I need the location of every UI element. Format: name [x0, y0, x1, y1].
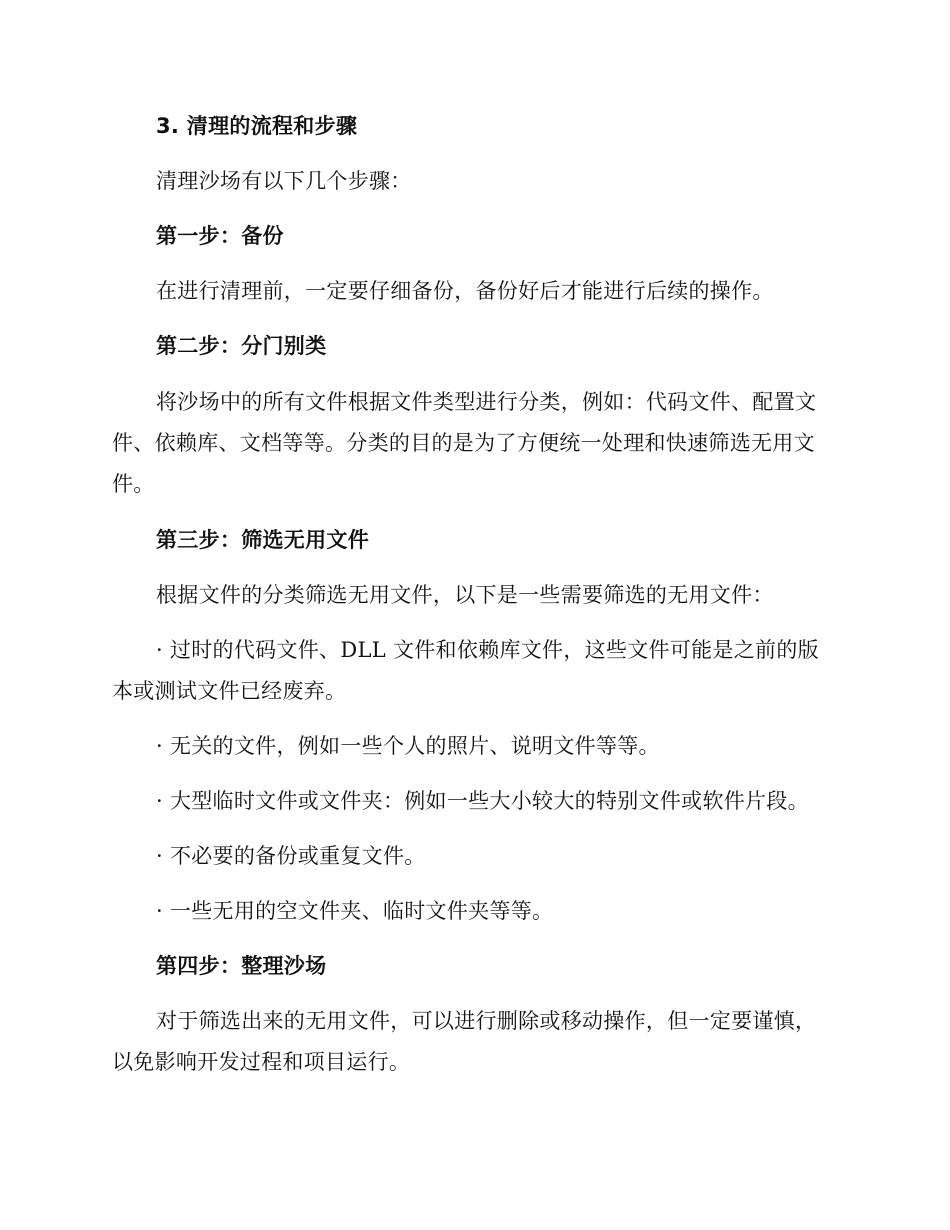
- step-2-title: 第二步：分门别类: [156, 334, 327, 358]
- step-2-paragraph: 将沙场中的所有文件根据文件类型进行分类，例如：代码文件、配置文件、依赖库、文档等等。分类的目的是为了方便统一处理和快速筛选无用文件。: [112, 390, 817, 496]
- section-title: 3. 清理的流程和步骤: [156, 114, 358, 138]
- step-3-title: 第三步：筛选无用文件: [156, 528, 369, 552]
- intro-paragraph: 清理沙场有以下几个步骤：: [156, 169, 412, 193]
- step-4-title: 第四步：整理沙场: [156, 954, 327, 978]
- step-1-title: 第一步：备份: [156, 224, 284, 248]
- step-4-paragraph: 对于筛选出来的无用文件，可以进行删除或移动操作，但一定要谨慎，以免影响开发过程和项目运行。: [112, 1009, 817, 1074]
- step-1-paragraph: 在进行清理前，一定要仔细备份，备份好后才能进行后续的操作。: [156, 279, 774, 303]
- step-3-bullet-4: · 不必要的备份或重复文件。: [156, 844, 426, 868]
- step-3-bullet-5: · 一些无用的空文件夹、临时文件夹等等。: [156, 899, 554, 923]
- step-3-intro: 根据文件的分类筛选无用文件，以下是一些需要筛选的无用文件：: [156, 583, 774, 607]
- step-3-bullet-3: · 大型临时文件或文件夹：例如一些大小较大的特别文件或软件片段。: [156, 789, 809, 813]
- step-3-bullet-2: · 无关的文件，例如一些个人的照片、说明文件等等。: [156, 734, 660, 758]
- step-3-bullet-1: · 过时的代码文件、DLL 文件和依赖库文件，这些文件可能是之前的版本或测试文件已经废弃。: [112, 638, 819, 703]
